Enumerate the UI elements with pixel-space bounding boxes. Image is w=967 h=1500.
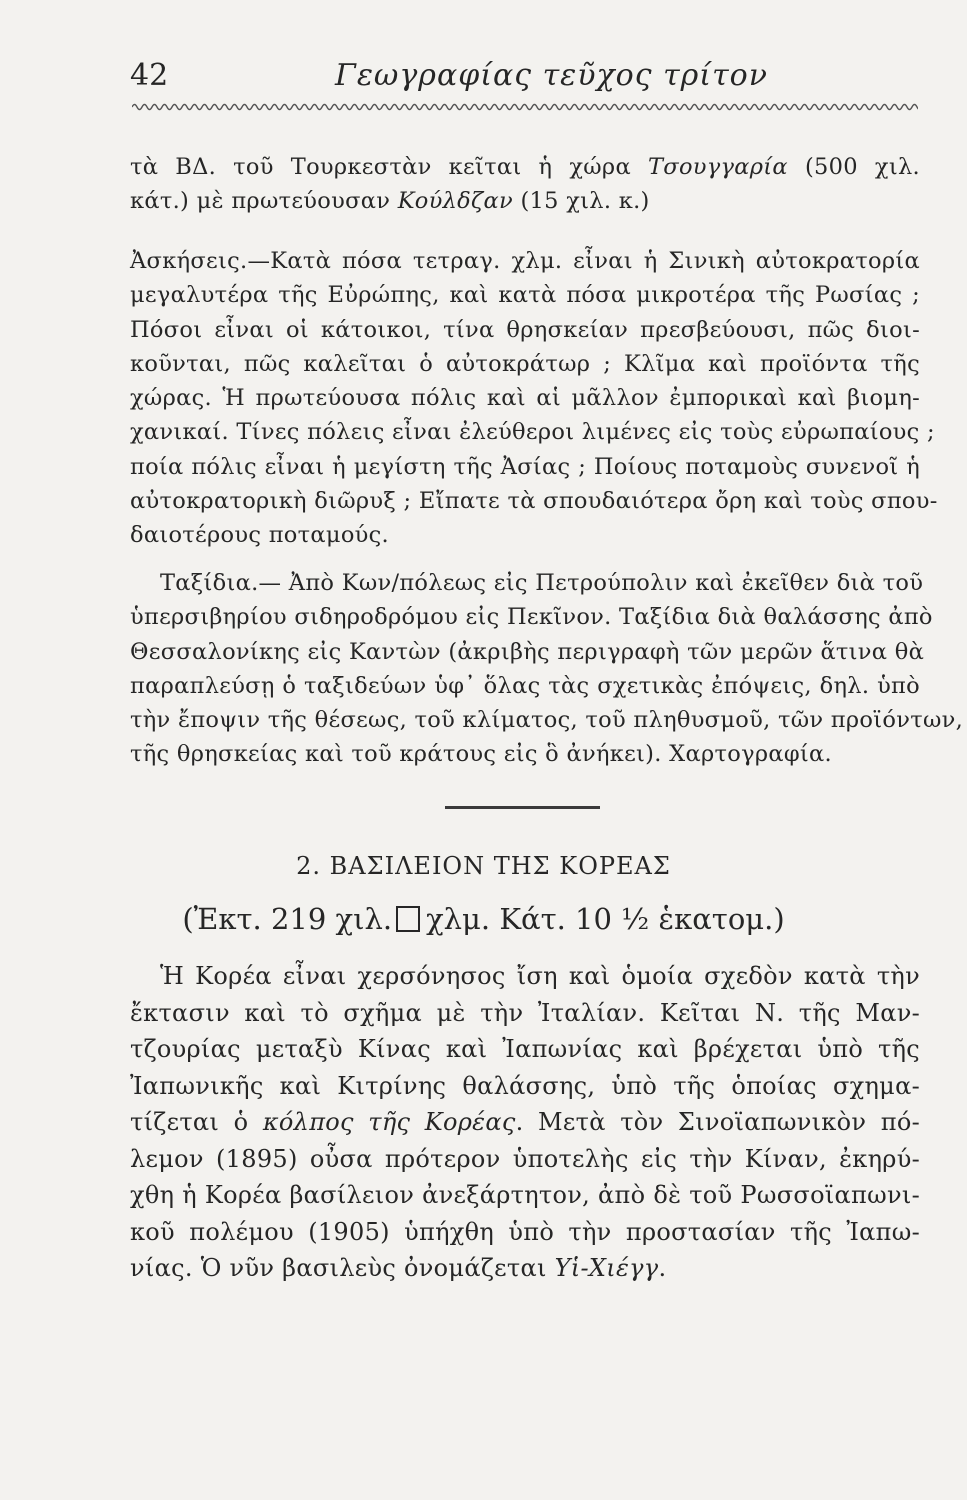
- text-line: ὑπερσιβηρίου σιδηροδρόμου εἰς Πεκῖνον. Ταξίδια διὰ θαλάσσης ἀπὸ: [130, 604, 933, 631]
- text-line: Ταξίδια.— Ἀπὸ Κων/πόλεως εἰς Πετρούπολιν καὶ ἐκεῖθεν διὰ τοῦ: [160, 570, 924, 596]
- text-line: κάτ.) μὲ πρωτεύουσαν Κούλδζαν (15 χιλ. κ.): [130, 188, 650, 215]
- place-name: Κούλδζαν: [397, 188, 513, 215]
- person-name: Υἱ-Χιέγγ: [554, 1254, 659, 1282]
- text-line: τζουρίας μεταξὺ Κίνας καὶ Ἰαπωνίας καὶ βρέχεται ὑπὸ τῆς: [130, 1035, 920, 1063]
- text-line: τὴν ἔποψιν τῆς θέσεως, τοῦ κλίματος, τοῦ πληθυσμοῦ, τῶν προϊόντων,: [130, 707, 964, 734]
- text-line: λεμον (1895) οὖσα πρότερον ὑποτελὴς εἰς τὴν Κίναν, ἐκηρύ-: [130, 1144, 920, 1173]
- square-symbol-icon: [396, 906, 420, 932]
- page-header: [130, 58, 920, 98]
- text-line: χθη ἡ Κορέα βασίλειον ἀνεξάρτητον, ἀπὸ δὲ τοῦ Ρωσσοϊαπωνι-: [130, 1181, 920, 1209]
- page-number: 42: [130, 58, 169, 93]
- korea-paragraph: [130, 958, 920, 1287]
- text-line: κοῦ πολέμου (1905) ὑπήχθη ὑπὸ τὴν προστασίαν τῆς Ἰαπω-: [130, 1217, 920, 1246]
- text-line: κοῦνται, πῶς καλεῖται ὁ αὐτοκράτωρ ; Κλῖμα καὶ προϊόντα τῆς: [130, 350, 920, 377]
- text-line: τὰ ΒΔ. τοῦ Τουρκεστὰν κεῖται ἡ χώρα Τσουγγαρία (500 χιλ.: [130, 154, 920, 180]
- journeys-paragraph: [130, 566, 964, 772]
- text-line: δαιοτέρους ποταμούς.: [130, 522, 389, 549]
- text-line: τίζεται ὁ κόλπος τῆς Κορέας. Μετὰ τὸν Σινοϊαπωνικὸν πό-: [130, 1108, 920, 1136]
- text-line: παραπλεύσῃ ὁ ταξιδεύων ὑφ᾽ ὅλας τὰς σχετικὰς ἐπόψεις, δηλ. ὑπὸ: [130, 672, 920, 699]
- text-line: Ἀσκήσεις.—Κατὰ πόσα τετραγ. χλμ. εἶναι ἡ Σινικὴ αὐτοκρατορία: [130, 248, 920, 274]
- place-name: Τσουγγαρία: [647, 154, 788, 180]
- text-line: μεγαλυτέρα τῆς Εὐρώπης, καὶ κατὰ πόσα μικροτέρα τῆς Ρωσίας ;: [130, 282, 920, 309]
- text-line: χανικαί. Τίνες πόλεις εἶναι ἐλεύθεροι λιμένες εἰς τοὺς εὐρωπαίους ;: [130, 419, 935, 446]
- text-line: Ἡ Κορέα εἶναι χερσόνησος ἴση καὶ ὁμοία σχεδὸν κατὰ τὴν: [160, 962, 920, 990]
- text-line: ἔκτασιν καὶ τὸ σχῆμα μὲ τὴν Ἰταλίαν. Κεῖται Ν. τῆς Μαν-: [130, 998, 920, 1027]
- text-line: χώρας. Ἡ πρωτεύουσα πόλις καὶ αἱ μᾶλλον ἐμπορικαὶ καὶ βιομη-: [130, 385, 920, 412]
- place-name: κόλπος τῆς Κορέας: [262, 1108, 516, 1136]
- text-line: Ἰαπωνικῆς καὶ Κιτρίνης θαλάσσης, ὑπὸ τῆς ὁποίας σχημα-: [130, 1071, 920, 1100]
- text-line: νίας. Ὁ νῦν βασιλεὺς ὀνομάζεται Υἱ-Χιέγγ.: [130, 1254, 667, 1282]
- text-line: ποία πόλις εἶναι ἡ μεγίστη τῆς Ἀσίας ; Ποίους ποταμοὺς συνενοῖ ἡ: [130, 453, 920, 480]
- section-divider: [445, 806, 600, 809]
- section-heading: 2. ΒΑΣΙΛΕΙΟΝ ΤΗΣ ΚΟΡΕΑΣ: [296, 852, 671, 880]
- exercises-paragraph: [130, 244, 938, 553]
- running-title: Γεωγραφίας τεῦχος τρίτον: [335, 58, 768, 93]
- text-line: Θεσσαλονίκης εἰς Καντὼν (ἀκριβὴς περιγραφὴ τῶν μερῶν ἅτινα θὰ: [130, 638, 925, 665]
- section-statistics: (Ἐκτ. 219 χιλ. χλμ. Κάτ. 10 ½ ἑκατομ.): [182, 902, 785, 936]
- wavy-rule: [132, 100, 918, 114]
- text-line: αὐτοκρατορικὴ διῶρυξ ; Εἴπατε τὰ σπουδαιότερα ὄρη καὶ τοὺς σπου-: [130, 488, 938, 515]
- intro-paragraph: [130, 150, 920, 219]
- text-line: Πόσοι εἶναι οἱ κάτοικοι, τίνα θρησκείαν πρεσβεύουσι, πῶς διοι-: [130, 316, 920, 343]
- text-line: τῆς θρησκείας καὶ τοῦ κράτους εἰς ὃ ἀνήκει). Χαρτογραφία.: [130, 741, 832, 768]
